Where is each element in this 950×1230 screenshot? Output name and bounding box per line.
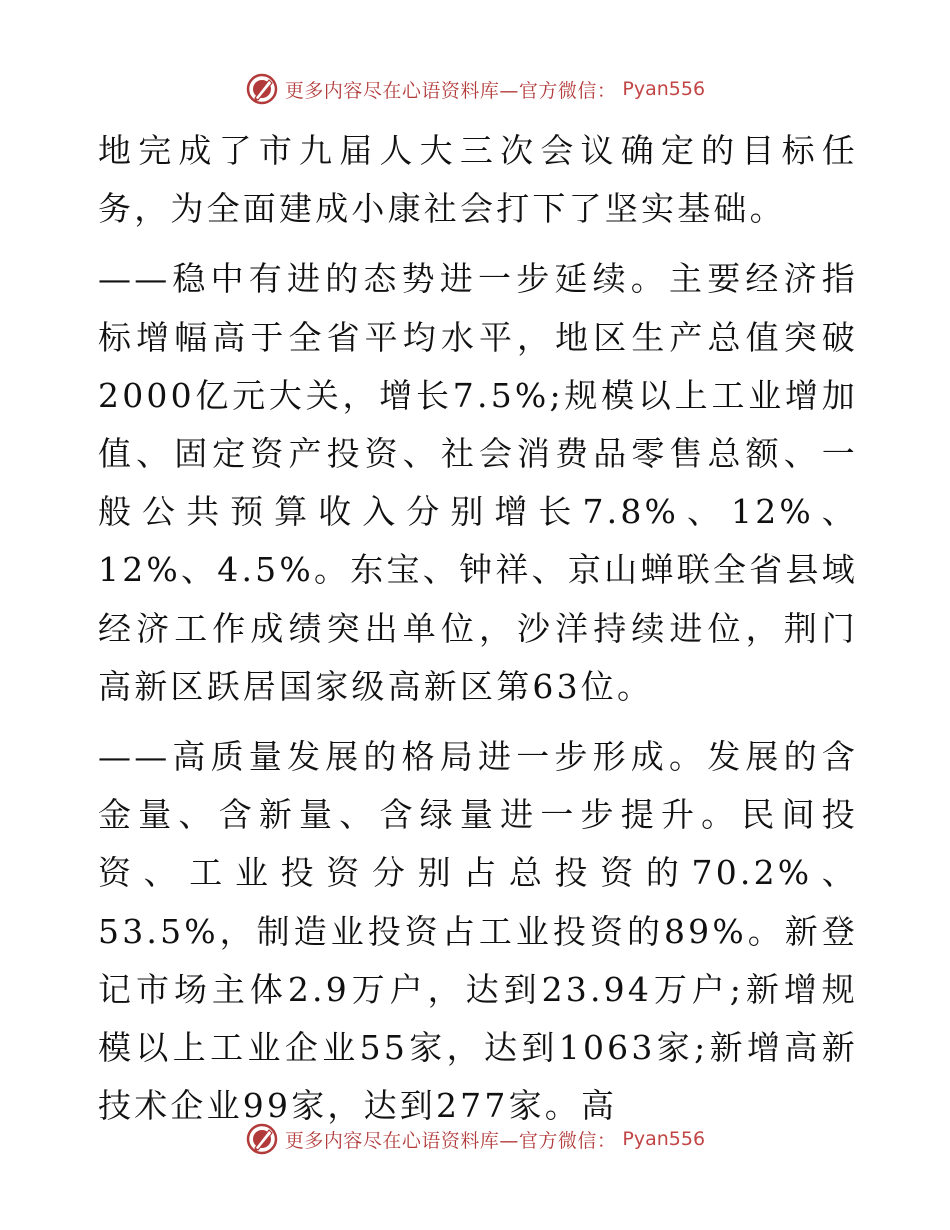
- header-watermark: [0, 72, 950, 106]
- paragraph: ——高质量发展的格局进一步形成。发展的含金量、含新量、含绿量进一步提升。民间投资、工业投资分别占总投资的70.2%、53.5%，制造业投资占工业投资的89%。新登记市场主体2.9万户，达到23.94万户;新增规模以上工业企业55家，达到1063家;新增高新技术企业99家，达到277家。高: [98, 737, 858, 1126]
- paragraph: 地完成了市九届人大三次会议确定的目标任务，为全面建成小康社会打下了坚实基础。: [98, 131, 858, 229]
- pen-logo-icon: [245, 1122, 279, 1156]
- watermark-text: 更多内容尽在心语资料库—官方微信：: [284, 79, 617, 102]
- paragraph: ——稳中有进的态势进一步延续。主要经济指标增幅高于全省平均水平，地区生产总值突破2000亿元大关，增长7.5%;规模以上工业增加值、固定资产投资、社会消费品零售总额、一般公共预算收入分别增长7.8%、12%、12%、4.5%。东宝、钟祥、京山蝉联全省县域经济工作成绩突出单位，沙洋持续进位，荆门高新区跃居国家级高新区第63位。: [98, 259, 858, 706]
- document-body: [98, 122, 858, 1135]
- watermark-wechat-id: Pyan556: [622, 78, 706, 100]
- pen-logo-icon: [245, 72, 279, 106]
- watermark-text: 更多内容尽在心语资料库—官方微信：: [284, 1129, 617, 1152]
- footer-watermark: [0, 1122, 950, 1156]
- watermark-wechat-id: Pyan556: [622, 1128, 706, 1150]
